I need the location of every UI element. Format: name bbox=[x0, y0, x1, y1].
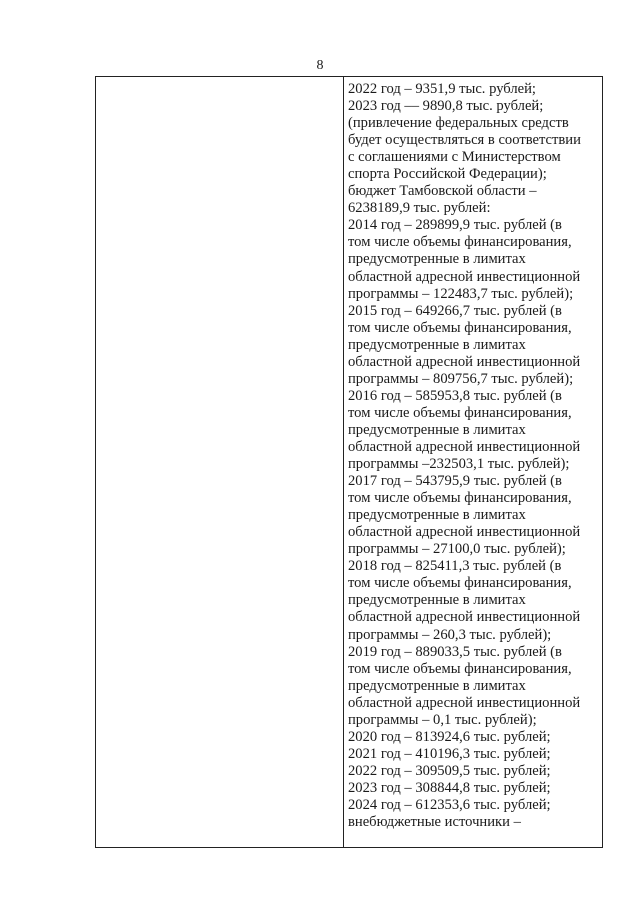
text-line: 2022 год – 309509,5 тыс. рублей; bbox=[348, 762, 551, 779]
program-passport-table bbox=[95, 76, 603, 848]
text-line: с соглашениями с Министерством bbox=[348, 149, 561, 166]
table-cell-left bbox=[96, 77, 344, 848]
text-line: 6238189,9 тыс. рублей: bbox=[348, 200, 491, 217]
text-line: предусмотренные в лимитах bbox=[348, 507, 526, 524]
text-line: программы – 260,3 тыс. рублей); bbox=[348, 626, 552, 643]
text-line: областной адресной инвестиционной bbox=[348, 268, 581, 285]
text-line: программы – 27100,0 тыс. рублей); bbox=[348, 541, 566, 558]
text-line: областной адресной инвестиционной bbox=[348, 438, 581, 455]
text-line: предусмотренные в лимитах bbox=[348, 251, 526, 268]
text-line: 2015 год – 649266,7 тыс. рублей (в bbox=[348, 302, 562, 319]
text-line: 2021 год – 410196,3 тыс. рублей; bbox=[348, 745, 551, 762]
text-line: областной адресной инвестиционной bbox=[348, 353, 581, 370]
text-line: областной адресной инвестиционной bbox=[348, 609, 581, 626]
text-line: 2023 год – 308844,8 тыс. рублей; bbox=[348, 779, 551, 796]
text-line: бюджет Тамбовской области – bbox=[348, 183, 537, 200]
page-number: 8 bbox=[316, 58, 324, 73]
text-line: областной адресной инвестиционной bbox=[348, 524, 581, 541]
text-line: предусмотренные в лимитах bbox=[348, 421, 526, 438]
text-line: (привлечение федеральных средств bbox=[348, 115, 569, 132]
text-line: 2016 год – 585953,8 тыс. рублей (в bbox=[348, 387, 562, 404]
table-row bbox=[96, 77, 603, 848]
text-line: том числе объемы финансирования, bbox=[348, 490, 572, 507]
text-line: будет осуществляться в соответствии bbox=[348, 132, 581, 149]
text-line: том числе объемы финансирования, bbox=[348, 404, 572, 421]
text-line: том числе объемы финансирования, bbox=[348, 660, 572, 677]
text-line: областной адресной инвестиционной bbox=[348, 694, 581, 711]
text-line: 2018 год – 825411,3 тыс. рублей (в bbox=[348, 558, 562, 575]
text-line: спорта Российской Федерации); bbox=[348, 166, 547, 183]
text-line: том числе объемы финансирования, bbox=[348, 575, 572, 592]
text-line: 2024 год – 612353,6 тыс. рублей; bbox=[348, 796, 551, 813]
text-line: программы – 122483,7 тыс. рублей); bbox=[348, 285, 574, 302]
text-line: том числе объемы финансирования, bbox=[348, 319, 572, 336]
text-line: предусмотренные в лимитах bbox=[348, 336, 526, 353]
financing-text bbox=[344, 77, 602, 831]
text-line: 2020 год – 813924,6 тыс. рублей; bbox=[348, 728, 551, 745]
text-line: программы – 0,1 тыс. рублей); bbox=[348, 711, 537, 728]
text-line: 2017 год – 543795,9 тыс. рублей (в bbox=[348, 473, 562, 490]
left-cell-text bbox=[96, 77, 343, 81]
text-line: программы – 809756,7 тыс. рублей); bbox=[348, 370, 574, 387]
text-line: 2019 год – 889033,5 тыс. рублей (в bbox=[348, 643, 562, 660]
text-line: 2014 год – 289899,9 тыс. рублей (в bbox=[348, 217, 562, 234]
table-cell-right bbox=[344, 77, 603, 848]
text-line: внебюджетные источники – bbox=[348, 814, 521, 831]
text-line: программы –232503,1 тыс. рублей); bbox=[348, 456, 570, 473]
text-line: том числе объемы финансирования, bbox=[348, 234, 572, 251]
text-line: 2023 год –– 9890,8 тыс. рублей; bbox=[348, 98, 544, 115]
text-line: предусмотренные в лимитах bbox=[348, 677, 526, 694]
text-line: предусмотренные в лимитах bbox=[348, 592, 526, 609]
text-line: 2022 год – 9351,9 тыс. рублей; bbox=[348, 81, 536, 97]
